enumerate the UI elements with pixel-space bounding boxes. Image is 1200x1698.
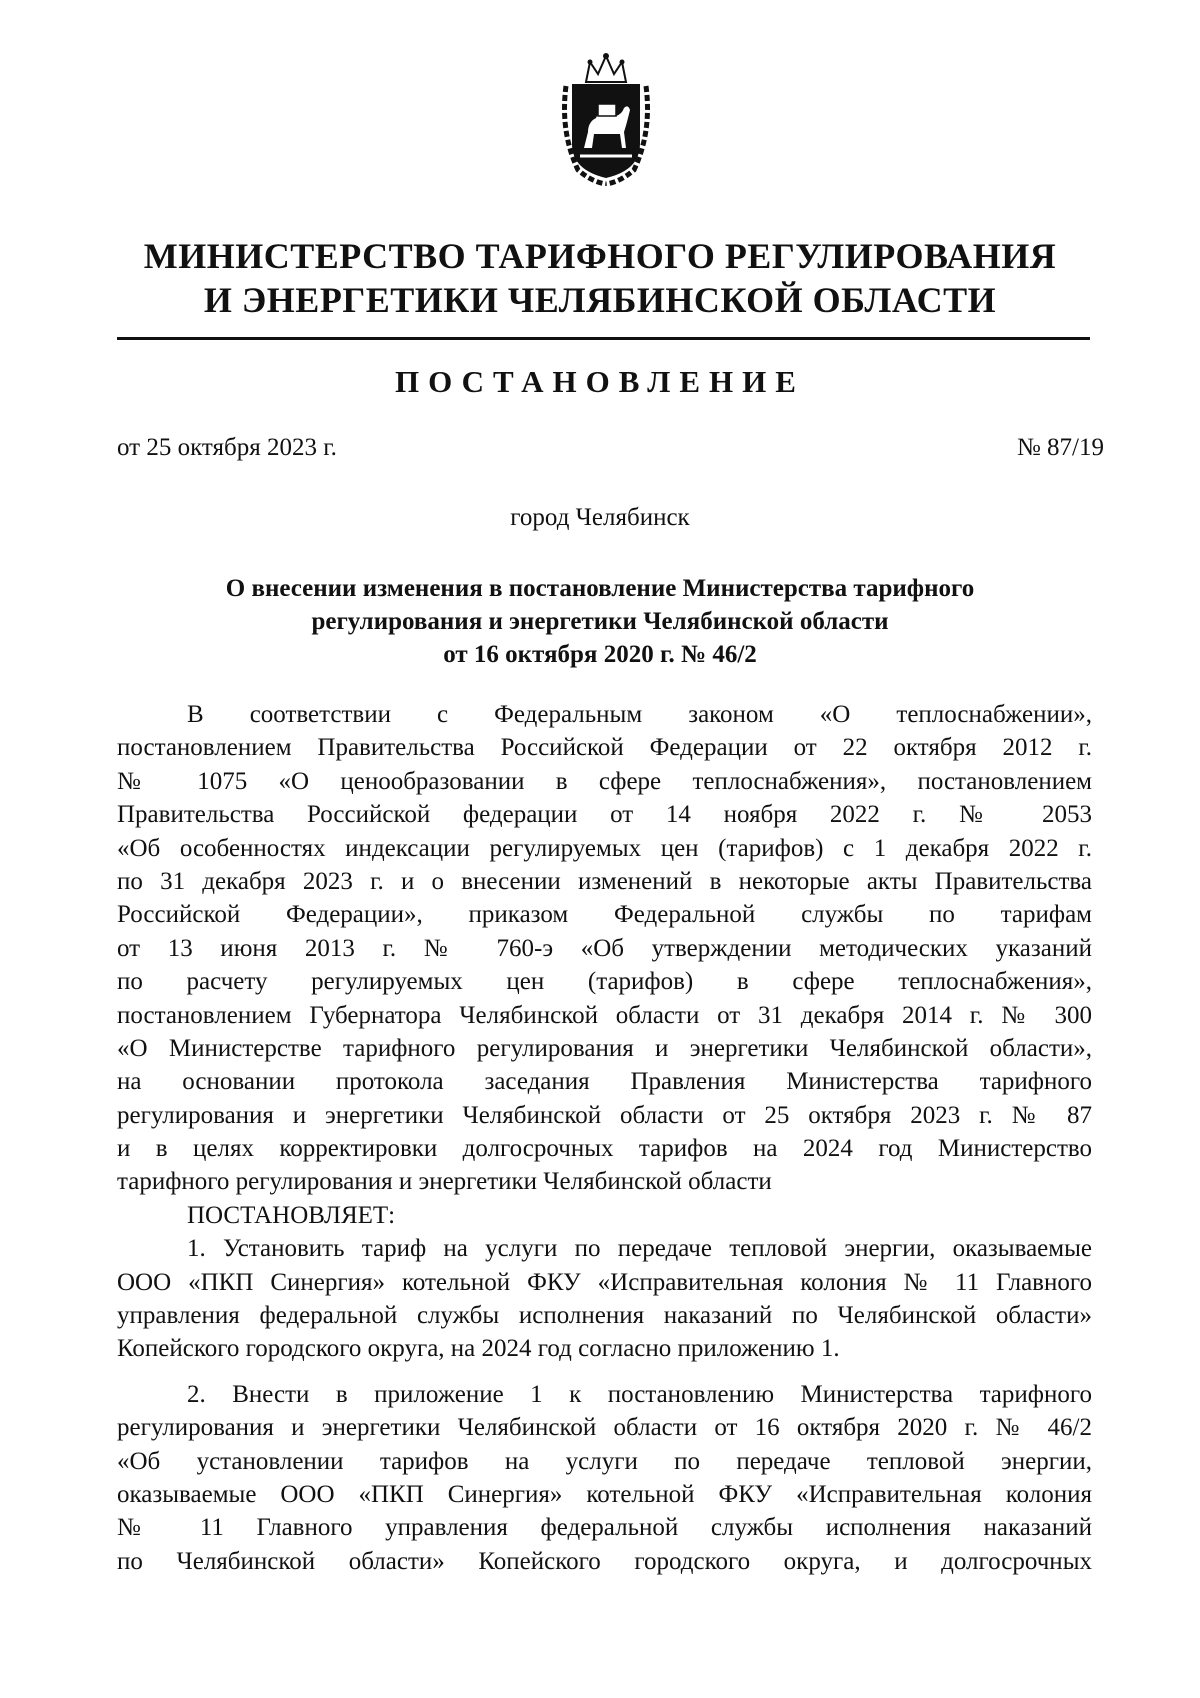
item1-line: управления федеральной службы исполнения наказаний по Челябинской области» — [117, 1302, 1092, 1330]
ministry-name-line2: И ЭНЕРГЕТИКИ ЧЕЛЯБИНСКОЙ ОБЛАСТИ — [203, 280, 997, 320]
preamble-line: «О Министерстве тарифного регулирования и энергетики Челябинской области», — [117, 1034, 1092, 1062]
preamble-line: от 13 июня 2013 г. № 760-э «Об утверждении методических указаний — [117, 934, 1092, 962]
subject-line: О внесении изменения в постановление Министерства тарифного — [225, 575, 975, 602]
preamble-line: регулирования и энергетики Челябинской области от 25 октября 2023 г. № 87 — [117, 1101, 1092, 1129]
coat-of-arms-icon — [558, 52, 654, 186]
document-subject — [0, 572, 1200, 671]
item1-line: ООО «ПКП Синергия» котельной ФКУ «Исправительная колония № 11 Главного — [117, 1268, 1092, 1296]
item2-line: «Об установлении тарифов на услуги по передаче тепловой энергии, — [117, 1447, 1092, 1475]
subject-line: от 16 октября 2020 г. № 46/2 — [443, 641, 757, 668]
item2-line: № 11 Главного управления федеральной службы исполнения наказаний — [117, 1514, 1092, 1542]
preamble-line: постановлением Губернатора Челябинской области от 31 декабря 2014 г. № 300 — [117, 1001, 1092, 1029]
header-divider — [117, 337, 1090, 340]
document-city: город Челябинск — [510, 504, 690, 531]
preamble-line: тарифного регулирования и энергетики Челябинской области — [117, 1168, 772, 1196]
preamble-line: по 31 декабря 2023 г. и о внесении изменений в некоторые акты Правительства — [117, 867, 1092, 895]
document-number: № 87/19 — [1016, 434, 1104, 461]
item2-line: регулирования и энергетики Челябинской области от 16 октября 2020 г. № 46/2 — [117, 1414, 1092, 1442]
preamble-line: «Об особенностях индексации регулируемых цен (тарифов) с 1 декабря 2022 г. — [117, 834, 1092, 862]
document-body — [117, 698, 1092, 1578]
item1-line: Копейского городского округа, на 2024 год согласно приложению 1. — [117, 1335, 840, 1363]
item2-line: 2. Внести в приложение 1 к постановлению Министерства тарифного — [187, 1380, 1092, 1408]
preamble-line: постановлением Правительства Российской Федерации от 22 октября 2012 г. — [117, 734, 1092, 762]
preamble-line: В соответствии с Федеральным законом «О теплоснабжении», — [187, 701, 1092, 728]
item1-line: 1. Установить тариф на услуги по передаче тепловой энергии, оказываемые — [187, 1235, 1092, 1263]
preamble-line: Российской Федерации», приказом Федеральной службы по тарифам — [117, 901, 1092, 929]
document-type-title: ПОСТАНОВЛЕНИЕ — [395, 364, 805, 399]
preamble-line: и в целях корректировки долгосрочных тарифов на 2024 год Министерство — [117, 1135, 1092, 1163]
ministry-name-line1: МИНИСТЕРСТВО ТАРИФНОГО РЕГУЛИРОВАНИЯ — [143, 236, 1057, 276]
paragraph-gap — [117, 1366, 1092, 1378]
preamble-line: по расчету регулируемых цен (тарифов) в сфере теплоснабжения», — [117, 968, 1092, 996]
preamble-line: на основании протокола заседания Правления Министерства тарифного — [117, 1068, 1092, 1096]
resolves-heading: ПОСТАНОВЛЯЕТ: — [187, 1201, 396, 1229]
preamble-line: Правительства Российской федерации от 14 ноября 2022 г. № 2053 — [117, 801, 1092, 829]
item2-line: оказываемые ООО «ПКП Синергия» котельной ФКУ «Исправительная колония — [117, 1480, 1092, 1508]
item2-line: по Челябинской области» Копейского городского округа, и долгосрочных — [117, 1547, 1092, 1575]
document-date: от 25 октября 2023 г. — [117, 434, 337, 461]
preamble-line: № 1075 «О ценообразовании в сфере теплоснабжения», постановлением — [117, 767, 1092, 795]
subject-line: регулирования и энергетики Челябинской области — [311, 608, 889, 635]
